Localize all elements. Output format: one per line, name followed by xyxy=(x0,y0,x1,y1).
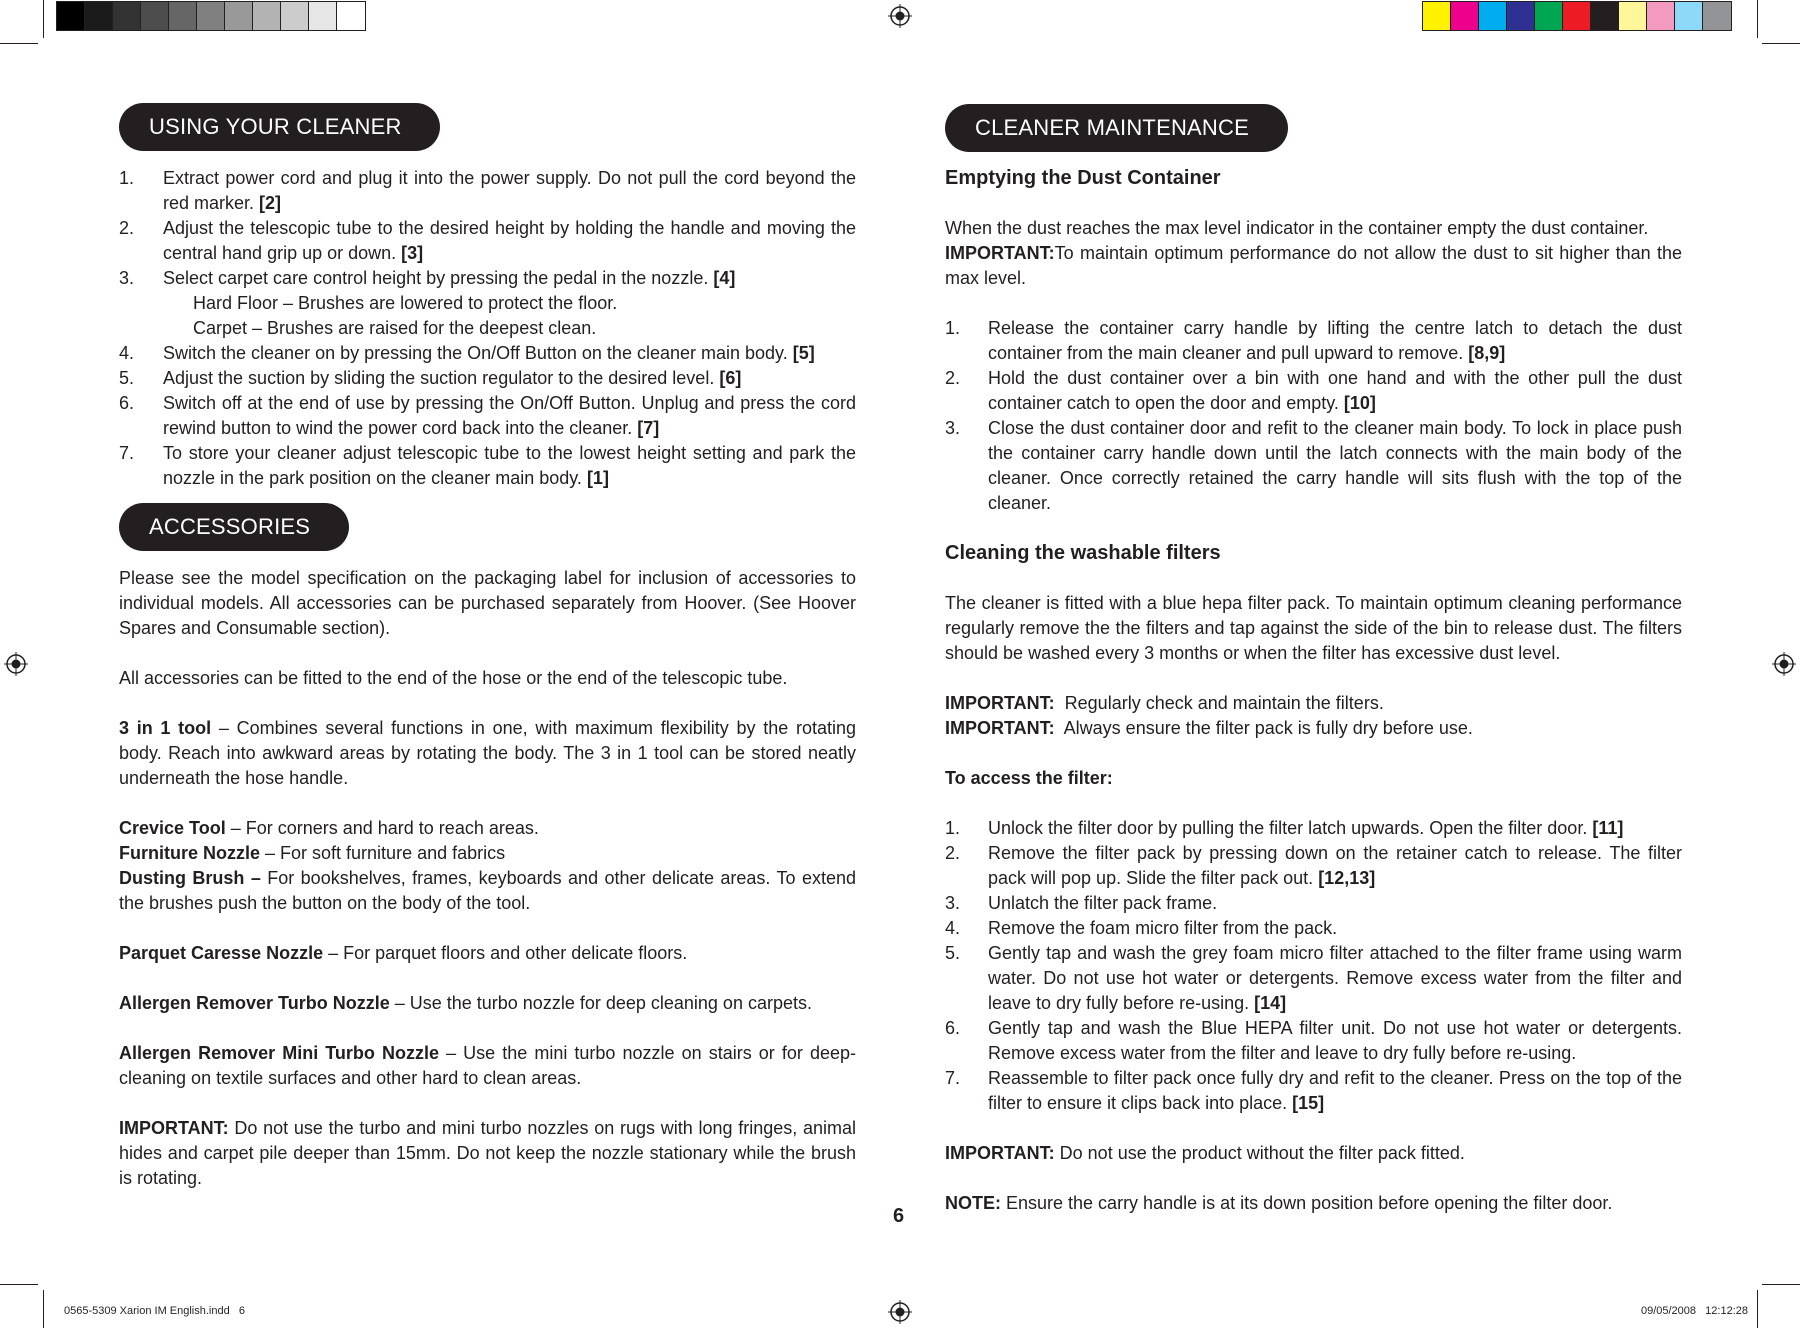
item-number: 3. xyxy=(119,268,135,288)
item-text: To store your cleaner adjust telescopic tube to the lowest height setting and park the nozzle in the park position on the cleaner main body. xyxy=(163,443,856,488)
sub-item xyxy=(193,316,793,341)
accessory-name: Allergen Remover Turbo Nozzle xyxy=(119,993,390,1013)
note-label: NOTE: xyxy=(945,1193,1001,1213)
process-swatch xyxy=(1563,2,1591,30)
item-number: 1. xyxy=(945,818,961,838)
item-text: Release the container carry handle by lifting the centre latch to detach the dust container from the main cleaner and pull upward to remove. xyxy=(988,318,1682,363)
item-text: Extract power cord and plug it into the power supply. Do not pull the cord beyond the red marker. xyxy=(163,168,856,213)
important-text: Always ensure the filter pack is fully dry before use. xyxy=(1054,718,1473,738)
crop-mark xyxy=(1757,1290,1758,1328)
figure-ref: [1] xyxy=(586,468,609,488)
item-text: Gently tap and wash the grey foam micro filter attached to the filter frame using warm water. Do not use hot water or detergents. Remove excess water from the filter and leave to dry fully before re-using. xyxy=(988,943,1682,1013)
accessory-name: Furniture Nozzle xyxy=(119,843,261,863)
crop-mark xyxy=(1762,1284,1800,1285)
item-text: Gently tap and wash the Blue HEPA filter unit. Do not use hot water or detergents. Remove excess water from the filter and leave to dry fully before re-using. xyxy=(988,1018,1682,1063)
heading-access-filter: To access the filter: xyxy=(945,768,1113,788)
greyscale-swatch xyxy=(309,2,337,30)
important-label: IMPORTANT: xyxy=(945,718,1055,738)
sub-item-text: Carpet – Brushes are raised for the deepest clean. xyxy=(193,318,597,338)
figure-ref: [3] xyxy=(401,243,424,263)
greyscale-swatch xyxy=(113,2,141,30)
accessory-furniture-nozzle xyxy=(119,841,856,866)
crop-mark xyxy=(1762,43,1800,44)
item-number: 6. xyxy=(945,1018,961,1038)
important-label: IMPORTANT: xyxy=(119,1118,229,1138)
item-text: Adjust the suction by sliding the suction regulator to the desired level. xyxy=(163,368,720,388)
accessories-intro: Please see the model specification on the packaging label for inclusion of accessories to individual models. All accessories can be purchased separately from Hoover. (See Hoover Spares and Consumable section). xyxy=(119,568,856,638)
item-text: Unlatch the filter pack frame. xyxy=(988,893,1218,913)
accessory-mini-turbo-nozzle xyxy=(119,1041,856,1091)
greyscale-swatch xyxy=(169,2,197,30)
item-text: Switch off at the end of use by pressing the On/Off Button. Unplug and press the cord rewind button to wind the power cord back into the cleaner. xyxy=(163,393,856,438)
heading-cleaning-filters: Cleaning the washable filters xyxy=(945,542,1221,564)
greyscale-swatch xyxy=(197,2,225,30)
registration-mark-icon xyxy=(1772,652,1796,676)
crop-mark xyxy=(43,0,44,38)
greyscale-swatch xyxy=(225,2,253,30)
accessory-desc: – Use the turbo nozzle for deep cleaning on carpets. xyxy=(389,993,812,1013)
dust-intro: When the dust reaches the max level indicator in the container empty the dust container. xyxy=(945,218,1649,238)
item-text: Close the dust container door and refit to the cleaner main body. To lock in place push the container carry handle down until the latch connects with the main body of the cleaner. Once correctly retained the carry handle will sits flush with the top of the cleaner. xyxy=(988,418,1682,513)
item-number: 3. xyxy=(945,893,961,913)
figure-ref: [5] xyxy=(792,343,815,363)
greyscale-color-bar xyxy=(56,1,366,31)
accessory-desc: – Use the mini turbo nozzle on stairs or for deep-cleaning on textile surfaces and other hard to clean areas. xyxy=(119,1043,856,1088)
figure-ref: [15] xyxy=(1292,1093,1325,1113)
greyscale-swatch xyxy=(281,2,309,30)
process-swatch xyxy=(1423,2,1451,30)
item-number: 7. xyxy=(945,1068,961,1088)
accessories-important-note xyxy=(119,1116,856,1191)
item-number: 1. xyxy=(945,318,961,338)
process-swatch xyxy=(1647,2,1675,30)
accessory-name: Allergen Remover Mini Turbo Nozzle xyxy=(119,1043,439,1063)
figure-ref: [8,9] xyxy=(1468,343,1506,363)
process-swatch xyxy=(1451,2,1479,30)
accessory-name: 3 in 1 tool xyxy=(119,718,212,738)
item-number: 7. xyxy=(119,443,135,463)
item-text: Switch the cleaner on by pressing the On/Off Button on the cleaner main body. xyxy=(163,343,793,363)
important-label: IMPORTANT: xyxy=(945,243,1055,263)
slug-filename: 0565-5309 Xarion IM English.indd 6 xyxy=(64,1305,246,1317)
process-swatch xyxy=(1619,2,1647,30)
filters-note xyxy=(945,1191,1682,1216)
greyscale-swatch xyxy=(141,2,169,30)
accessory-desc: – Combines several functions in one, with maximum flexibility by the rotating body. Reach into awkward areas by rotating the body. The 3 in 1 tool can be stored neatly underneath the hose handle. xyxy=(119,718,856,788)
dust-important xyxy=(945,241,1682,291)
filters-important-1 xyxy=(945,691,1682,716)
crop-mark xyxy=(1757,0,1758,38)
process-swatch xyxy=(1507,2,1535,30)
important-label: IMPORTANT: xyxy=(945,1143,1055,1163)
heading-emptying-dust-container: Emptying the Dust Container xyxy=(945,167,1221,189)
figure-ref: [6] xyxy=(719,368,742,388)
item-text: Reassemble to filter pack once fully dry and refit to the cleaner. Press on the top of the filter to ensure it clips back into place. xyxy=(988,1068,1682,1113)
item-number: 4. xyxy=(119,343,135,363)
accessory-name: Parquet Caresse Nozzle xyxy=(119,943,324,963)
crop-mark xyxy=(0,1284,38,1285)
item-text: Remove the foam micro filter from the pack. xyxy=(988,918,1338,938)
figure-ref: [12,13] xyxy=(1318,868,1376,888)
item-number: 5. xyxy=(945,943,961,963)
sub-item xyxy=(193,291,793,316)
crop-mark xyxy=(43,1290,44,1328)
figure-ref: [7] xyxy=(637,418,660,438)
item-number: 3. xyxy=(945,418,961,438)
figure-ref: [2] xyxy=(259,193,282,213)
item-number: 5. xyxy=(119,368,135,388)
accessories-fitting: All accessories can be fitted to the end of the hose or the end of the telescopic tube. xyxy=(119,668,788,688)
sub-item-text: Hard Floor – Brushes are lowered to protect the floor. xyxy=(193,293,618,313)
section-title-using: USING YOUR CLEANER xyxy=(119,103,440,151)
important-text: Do not use the product without the filter pack fitted. xyxy=(1054,1143,1465,1163)
accessory-dusting-brush xyxy=(119,866,856,916)
important-label: IMPORTANT: xyxy=(945,693,1055,713)
item-text: Remove the filter pack by pressing down on the retainer catch to release. The filter pack will pop up. Slide the filter pack out. xyxy=(988,843,1682,888)
accessory-name: Dusting Brush – xyxy=(119,868,261,888)
item-text: Adjust the telescopic tube to the desired height by holding the handle and moving the central hand grip up or down. xyxy=(163,218,856,263)
process-swatch xyxy=(1703,2,1731,30)
accessory-parquet-nozzle xyxy=(119,941,856,966)
registration-mark-icon xyxy=(888,1300,912,1324)
process-color-bar xyxy=(1422,1,1732,31)
registration-mark-icon xyxy=(4,652,28,676)
process-swatch xyxy=(1675,2,1703,30)
note-text: Ensure the carry handle is at its down position before opening the filter door. xyxy=(1001,1193,1613,1213)
item-number: 2. xyxy=(945,843,961,863)
important-text: Do not use the turbo and mini turbo nozzles on rugs with long fringes, animal hides and carpet pile deeper than 15mm. Do not keep the nozzle stationary while the brush is rotating. xyxy=(119,1118,856,1188)
filters-important-2 xyxy=(945,716,1682,741)
item-text: Hold the dust container over a bin with one hand and with the other pull the dust container catch to open the door and empty. xyxy=(988,368,1682,413)
accessory-desc: – For corners and hard to reach areas. xyxy=(225,818,539,838)
item-text: Select carpet care control height by pressing the pedal in the nozzle. xyxy=(163,268,714,288)
item-number: 4. xyxy=(945,918,961,938)
accessory-turbo-nozzle xyxy=(119,991,856,1016)
section-title-maintenance: CLEANER MAINTENANCE xyxy=(945,104,1288,152)
accessory-name: Crevice Tool xyxy=(119,818,226,838)
important-text: Regularly check and maintain the filters. xyxy=(1054,693,1384,713)
item-number: 6. xyxy=(119,393,135,413)
registration-mark-icon xyxy=(888,4,912,28)
figure-ref: [10] xyxy=(1343,393,1376,413)
item-number: 2. xyxy=(945,368,961,388)
accessory-desc: – For parquet floors and other delicate floors. xyxy=(323,943,688,963)
greyscale-swatch xyxy=(337,2,365,30)
item-number: 2. xyxy=(119,218,135,238)
filters-intro: The cleaner is fitted with a blue hepa filter pack. To maintain optimum cleaning performance regularly remove the the filters and tap against the side of the bin to release dust. The filters should be washed every 3 months or when the filter has excessive dust level. xyxy=(945,593,1682,663)
important-text: To maintain optimum performance do not allow the dust to sit higher than the max level. xyxy=(945,243,1682,288)
process-swatch xyxy=(1591,2,1619,30)
greyscale-swatch xyxy=(57,2,85,30)
page-number: 6 xyxy=(893,1205,905,1227)
accessory-desc: – For soft furniture and fabrics xyxy=(260,843,506,863)
figure-ref: [11] xyxy=(1592,818,1624,838)
figure-ref: [4] xyxy=(713,268,736,288)
item-number: 1. xyxy=(119,168,135,188)
item-text: Unlock the filter door by pulling the filter latch upwards. Open the filter door. xyxy=(988,818,1593,838)
greyscale-swatch xyxy=(253,2,281,30)
figure-ref: [14] xyxy=(1254,993,1287,1013)
crop-mark xyxy=(0,43,38,44)
accessory-crevice-tool xyxy=(119,816,856,841)
process-swatch xyxy=(1479,2,1507,30)
section-title-accessories: ACCESSORIES xyxy=(119,503,349,551)
greyscale-swatch xyxy=(85,2,113,30)
process-swatch xyxy=(1535,2,1563,30)
accessory-desc: For bookshelves, frames, keyboards and other delicate areas. To extend the brushes push the button on the body of the tool. xyxy=(119,868,856,913)
slug-date: 09/05/2008 12:12:28 xyxy=(1640,1305,1748,1317)
accessory-3in1-tool xyxy=(119,716,856,791)
filters-important-3 xyxy=(945,1141,1682,1166)
